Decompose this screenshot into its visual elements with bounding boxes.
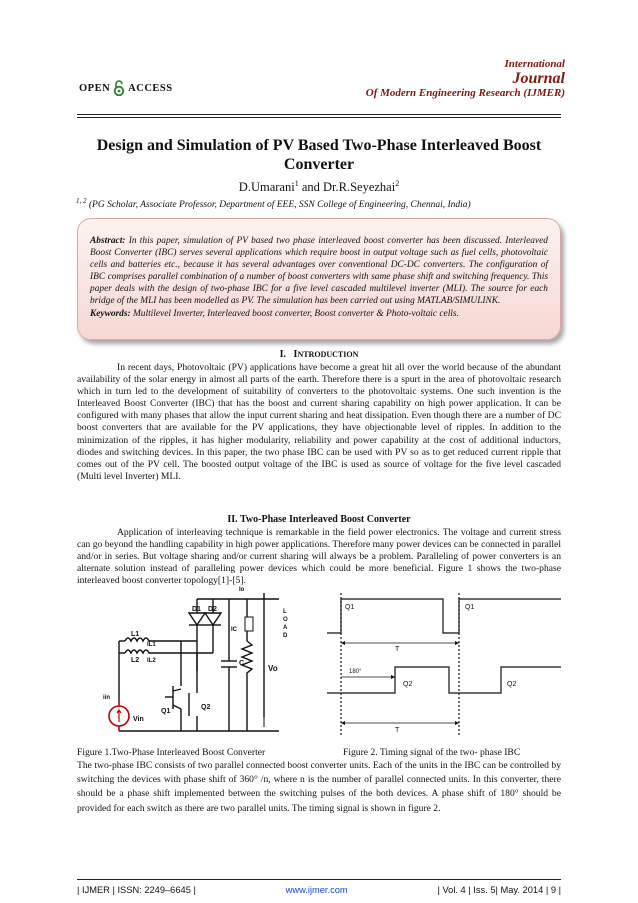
section-1-heading <box>77 349 561 360</box>
label-il1: IL1 <box>147 642 156 648</box>
section-1-text: In recent days, Photovoltaic (PV) applications have become a great hit all over the world because of the abundant availability of the solar energy in almost all parts of the earth. Therefore there is a spurt in the area of photovoltaic research which in turn led to the development of suitability of converters to the photovoltaic systems. One such invention is the Interleaved Boost Converter (IBC) that has the boost and current sharing capability on high power application. It can be configured with many phases that allow the input current sharing and heat dissipation. Even though there are a number of DC boost converters that are available for the PV applications, they have objectionable level of ripples. In addition to the minimization of the ripples, it has higher modularity, reliability and power capability at the cost of additional inductors, diodes and switching devices. In this paper, the two phase IBC can be used with PV so as to get reduced current ripple that comes out of the PV cell. The boosted output voltage of the IBC is used as source of voltage for the five level cascaded (Multi level Inverter) MLI. <box>77 362 561 482</box>
label-load-d: D <box>283 633 288 639</box>
label-q2: Q2 <box>201 704 211 711</box>
section-1-number: I. <box>279 349 287 360</box>
section-2-heading: II. Two-Phase Interleaved Boost Converter <box>227 514 411 525</box>
header-rule-2 <box>77 117 561 118</box>
label-q1: Q1 <box>161 708 171 715</box>
open-label: OPEN <box>79 82 111 94</box>
label-l2: L2 <box>131 657 140 664</box>
footer-rule <box>77 879 561 880</box>
author-1-sup: 1 <box>294 179 299 188</box>
paper-title: Design and Simulation of PV Based Two-Phase Interleaved Boost Converter <box>96 137 542 173</box>
access-label: ACCESS <box>128 82 173 94</box>
label-vo: Vo <box>268 664 278 673</box>
affiliation-sup: 1, 2 <box>76 197 87 205</box>
label-io: Io <box>239 587 245 593</box>
figures-discussion: The two-phase IBC consists of two parallel connected boost converter units. Each of the units in the IBC can be controlled by switching the devices with phase shift of 360° /n, where n is the number of parallel connected units. In this converter, there should be a phase shift implemented between the switching pulses of the both devices. A phase shift of 180° should be provided for each switch as there are two parallel units. The timing signal is shown in figure 2. <box>77 760 561 814</box>
section-1-first: I <box>293 349 298 360</box>
timing-q1-b: Q1 <box>465 604 475 611</box>
label-ic: IC <box>231 627 237 633</box>
label-l1: L1 <box>131 631 140 638</box>
timing-q2-b: Q2 <box>507 681 517 688</box>
abstract-label: Abstract: <box>90 236 126 246</box>
timing-t-1: T <box>395 646 400 653</box>
label-c: C <box>239 660 245 667</box>
figure-2-timing <box>325 585 561 743</box>
timing-t-2: T <box>395 727 400 734</box>
keywords-label: Keywords: <box>90 308 131 319</box>
author-2-sup: 2 <box>395 179 400 188</box>
footer-issn: | IJMER | ISSN: 2249–6645 | <box>77 885 196 895</box>
footer <box>77 885 561 895</box>
author-2: and Dr.R.Seyezhai <box>298 180 396 195</box>
section-1-rest: NTRODUCTION <box>297 350 359 359</box>
affiliation-text: (PG Scholar, Associate Professor, Department of EEE, SSN College of Engineering, Chennai, India) <box>86 200 471 211</box>
journal-line-1: International <box>504 58 565 70</box>
label-load-l: L <box>283 609 287 615</box>
timing-phase: 180° <box>349 669 362 675</box>
affiliation <box>76 197 566 210</box>
paper-authors <box>77 179 561 195</box>
header-rule <box>77 114 561 115</box>
author-1: D.Umarani <box>238 180 295 195</box>
label-load-a: A <box>283 625 288 631</box>
label-load-o: O <box>283 617 288 623</box>
journal-header <box>366 58 565 99</box>
figure-2-caption: Figure 2. Timing signal of the two- phase IBC <box>343 747 521 758</box>
label-il2: IL2 <box>147 658 156 664</box>
open-access-lock-icon <box>113 80 125 96</box>
open-access-badge <box>79 80 173 96</box>
figure-1-caption: Figure 1.Two-Phase Interleaved Boost Converter <box>77 747 266 758</box>
label-iin: iin <box>103 695 110 701</box>
label-d1: D1 <box>192 606 201 613</box>
keywords-text: Multilevel Inverter, Interleaved boost converter, Boost converter & Photo-voltaic cells. <box>130 308 459 319</box>
section-2-text: Application of interleaving technique is remarkable in the field power electronics. The voltage and current stress can go beyond the handling capability in high power applications. Therefore many power devices can be connected in parallel and/or in series. But voltage sharing and/or current sharing will always be a problem. Paralleling of power converters is an alternate solution instead of paralleling power devices which could be more beneficial. Figure 1 shows the two-phase interleaved boost converter topology[1]-[5]. <box>77 527 561 587</box>
journal-line-2: Journal <box>512 70 565 87</box>
footer-volume: | Vol. 4 | Iss. 5| May. 2014 | 9 | <box>437 885 561 895</box>
label-vin: Vin <box>133 716 144 723</box>
abstract-box <box>77 218 561 340</box>
footer-url-link[interactable]: www.ijmer.com <box>285 885 348 895</box>
timing-q2-a: Q2 <box>403 681 413 688</box>
figure-captions <box>77 747 561 758</box>
label-d2: D2 <box>208 606 217 613</box>
timing-q1-a: Q1 <box>345 604 355 611</box>
journal-line-3: Of Modern Engineering Research (IJMER) <box>365 87 565 99</box>
figure-1-circuit <box>89 581 295 743</box>
abstract-text: In this paper, simulation of PV based two phase interleaved boost converter has been discussed. Interleaved Boost Converter (IBC) serves several applications which require boost in output voltage such as fuel cells, photovoltaic cells and batteries etc., because it has several advantages over conventional DC-DC converters. The configuration of IBC comprises parallel combination of a number of boost converters with same phase shift and switching frequency. This paper deals with the design of two-phase IBC for a five level cascaded multilevel inverter (MLI). The source for each bridge of the MLI has been modelled as PV. The simulation has been carried out using MATLAB/SIMULINK. <box>90 236 548 307</box>
